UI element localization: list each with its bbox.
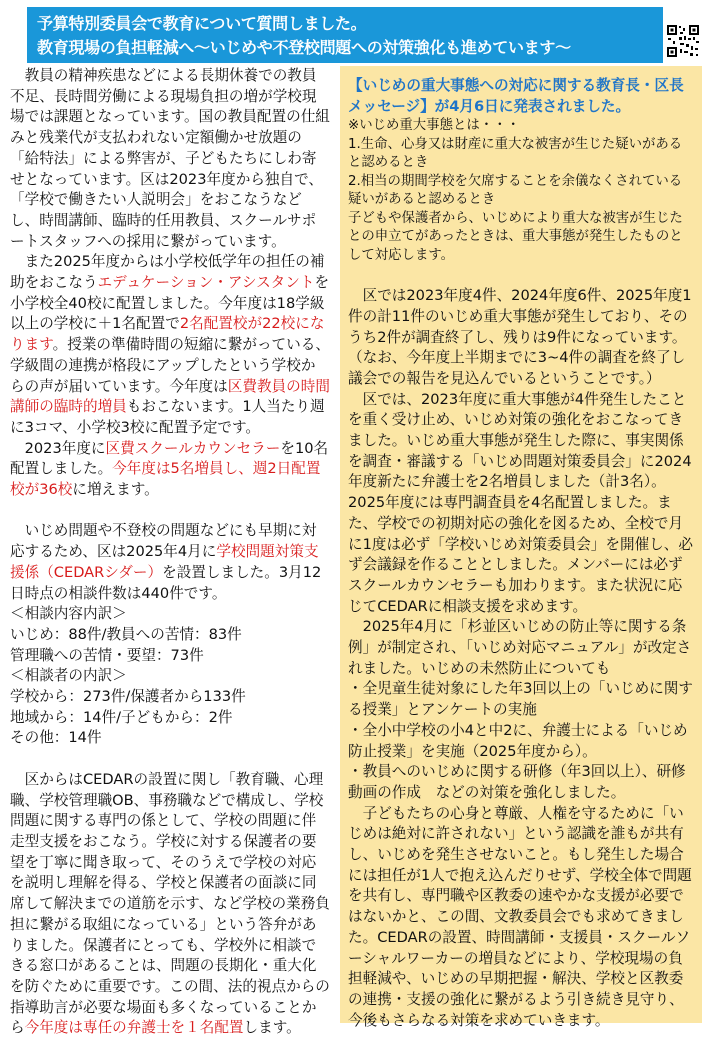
bullet-item: ・全小中学校の小4と中2に、弁護士による「いじめ防止授業」を実施（2025年度から）。 — [348, 721, 688, 760]
highlight-cedar: 学校問題対策支援係（CEDARシダー） — [10, 543, 319, 581]
left-column — [10, 66, 330, 1039]
paragraph-conclusion: 子どもたちの心身と尊厳、人権を守るために「いじめは絶対に許されない」という認識を誰もが共有し、いじめを発生させないこと。もし発生した場合には担任が1人で抱え込んだりせず、学校全体で問題を共有し、専門職や区教委の速やかな支援が必要ではないかと、この間、文教委員会でも求めてきました。CEDARの設置、時間講師・支援員・スクールソーシャルワーカーの増員などにより、学校現場の負担軽減や、いじめの早期把握・解決、学校と区教委の連携・支援の強化に繋がるよう引き続き見守り、今後もさらなる対策を求めていきます。 — [348, 804, 692, 1029]
paragraph-countermeasures: 区では、2023年度に重大事態が4件発生したことを重く受け止め、いじめ対策の強化をおこなってきました。いじめ重大事態が発生した際に、事実関係を調査・審議する「いじめ問題対策委員会」に2024年度新たに弁護士を2名増員しました（計3名）。2025年度には専門調査員を4名配置しました。また、学校での初期対応の強化を図るため、全校で月に1度は必ず「学校いじめ対策委員会」を開催し、必ず会議録を作ることとしました。メンバーには必ずスクールカウンセラーも加わります。また状況に応じてCEDARに相談支援を求めます。 — [348, 390, 693, 615]
consult-list-item: いじめ：88件/教員への苦情：83件 — [10, 625, 242, 643]
paragraph-education-assistant: また2025年度からは小学校低学年の担任の補助をおこなうエデュケーション・アシスタントを小学校全40校に配置しました。今年度は18学級以上の学校に＋1名配置で2名配置校が22校になります。授業の準備時間の短縮に繋がっている、学級間の連携が格段にアップしたという学校からの声が届いています。今年度は区費教員の時間講師の臨時的増員もおこないます。1人当たり週に3コマ、小学校3校に配置予定です。 — [10, 253, 330, 436]
paragraph-ordinance: 2025年4月に「杉並区いじめの防止等に関する条例」が制定され、「いじめ対応マニュアル」が改定されました。いじめの未然防止についても — [348, 618, 692, 677]
paragraph-school-counselor: 2023年度に区費スクールカウンセラーを10名配置しました。今年度は5名増員し、週2日配置校が36校に増えます。 — [10, 439, 329, 499]
definition-line: 子どもや保護者から、いじめにより重大な被害が生じたとの申立てがあったときは、重大事態が発生したものとして対応します。 — [348, 210, 683, 263]
header-title-line1: 予算特別委員会で教育について質問しました。 — [37, 14, 367, 33]
consult-list-item: 管理職への苦情・要望：73件 — [10, 646, 204, 664]
highlight-two-staff-schools: 2名配置校が22校になります — [10, 315, 325, 354]
header-title-line2: 教育現場の負担軽減へ～いじめや不登校問題への対策強化も進めています～ — [37, 38, 571, 57]
consult-list-item: ＜相談内容内訳＞ — [10, 605, 127, 623]
paragraph-teacher-shortage: 教員の精神疾患などによる長期休養での教員不足、長時間労働による現場負担の増が学校現場では課題となっています。国の教員配置の仕組みと残業代が支払われない定額働かせ放題の「給特法」による弊害が、子どもたちにしわ寄せとなっています。区は2023年度から独自で、「学校で働きたい人説明会」をおこなうなどし、時間講師、臨時的任用教員、スクールサポートスタッフへの採用に繋がっています。 — [10, 67, 330, 250]
definition-line: 1.生命、心身又は財産に重大な被害が生じた疑いがあると認めるとき — [348, 136, 683, 171]
paragraph-serious-cases: 区では2023年度4件、2024年度6件、2025年度1件の計11件のいじめ重大事態が発生しており、そのうち2件が調査終了し、残りは9件になっています。（なお、今年度上半期までに3~4件の調査を終了し議会での報告を見込んでいるということです。） — [348, 287, 692, 387]
paragraph-cedar-answer: 区からはCEDARの設置に関し「教育職、心理職、学校管理職OB、事務職などで構成し、学校問題に関する専門の係として、学校の問題に伴走型支援をおこなう。学校に対する保護者の要望を丁寧に聞き取って、そのうえで学校の対応を説明し理解を得る、学校と保護者の面談に同席して解決までの道筋を示す、など学校の業務負担に繋がる取組になっている」という答弁がありました。保護者にとっても、学校外に相談できる窓口があることは、問題の長期化・重大化を防ぐために重要です。この間、法的視点からの指導助言が必要な場面も多くなっていることから今年度は専任の弁護士を１名配置します。 — [10, 770, 330, 1037]
consult-list-item: その他：14件 — [10, 729, 102, 747]
right-column-panel — [340, 66, 702, 1029]
highlight-education-assistant: エデュケーション・アシスタント — [97, 274, 315, 292]
bullying-definition — [348, 117, 694, 265]
consult-list-item: 学校から：273件/保護者から133件 — [10, 688, 246, 706]
definition-line: ※いじめ重大事態とは・・・ — [348, 118, 520, 134]
bullet-item: ・教員へのいじめに関する研修（年3回以上）、研修動画の作成 などの対策を強化しました。 — [348, 763, 686, 801]
definition-line: 2.相当の期間学校を欠席することを余儀なくされている疑いがあると認めるとき — [348, 173, 683, 208]
highlight-lawyer: 今年度は専任の弁護士を１名配置 — [24, 1019, 244, 1037]
highlight-counselor-increase: 今年度は5名増員し、週2日配置校が36校 — [10, 460, 321, 499]
paragraph-cedar: いじめ問題や不登校の問題などにも早期に対応するため、区は2025年4月に学校問題対策支援係（CEDARシダー）を設置しました。3月12日時点の相談件数は440件です。 — [10, 522, 322, 602]
highlight-school-counselor: 区費スクールカウンセラー — [105, 439, 281, 457]
highlight-temporary-lecturers: 区費教員の時間講師の臨時的増員 — [10, 377, 330, 416]
page-header — [27, 7, 663, 63]
qr-code-icon[interactable] — [666, 24, 700, 58]
bullet-item: ・全児童生徒対象にした年3回以上の「いじめに関する授業」とアンケートの実施 — [348, 680, 693, 719]
consult-list-item: 地域から：14件/子どもから：2件 — [10, 708, 233, 726]
panel-heading: 【いじめの重大事態への対応に関する教育長・区長メッセージ】が4月6日に発表されました。 — [348, 77, 684, 115]
consult-list-item: ＜相談者の内訳＞ — [10, 667, 127, 685]
